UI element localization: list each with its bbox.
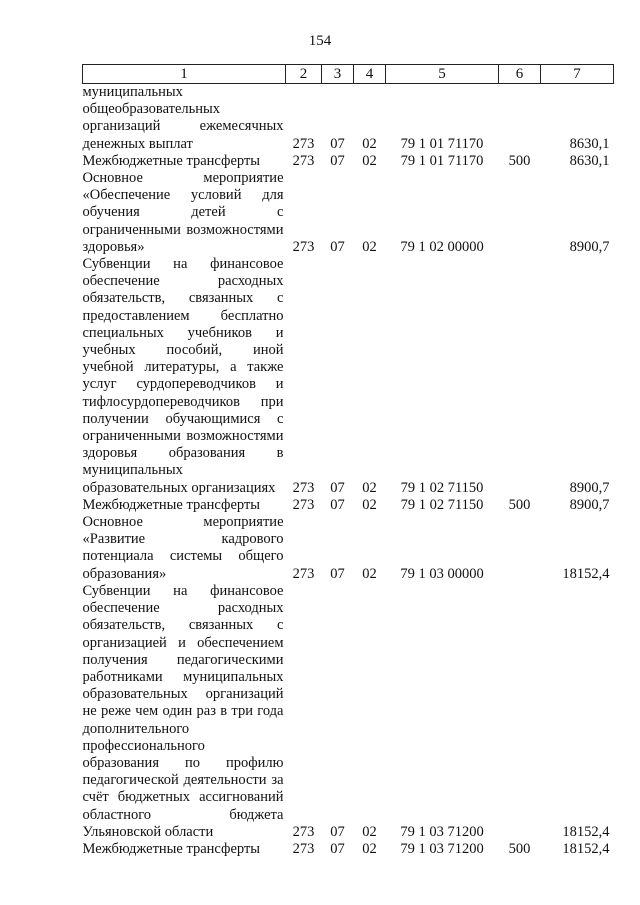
table-row — [83, 514, 614, 583]
column-header: 7 — [541, 65, 614, 84]
section-code: 07 — [330, 823, 345, 840]
amount: 18152,4 — [562, 840, 610, 857]
section-code: 07 — [330, 496, 345, 513]
admin-code: 273 — [292, 479, 315, 496]
column-header: 5 — [386, 65, 499, 84]
target-article-code: 79 1 01 71170 — [400, 152, 484, 169]
amount: 8630,1 — [569, 135, 610, 152]
table-row — [83, 497, 614, 514]
page-number: 154 — [308, 33, 332, 49]
subsection-code: 02 — [362, 496, 377, 513]
row-description: Основное мероприятие «Развитие кадрового потенциала системы общего образования» — [82, 514, 284, 582]
amount: 8900,7 — [569, 496, 610, 513]
admin-code: 273 — [292, 565, 315, 582]
subsection-code: 02 — [362, 840, 377, 857]
target-article-code: 79 1 03 00000 — [400, 565, 484, 582]
amount: 8900,7 — [569, 479, 610, 496]
admin-code: 273 — [292, 135, 315, 152]
column-header: 3 — [322, 65, 354, 84]
table-row — [83, 170, 614, 256]
expense-type-code: 500 — [508, 152, 531, 169]
section-code: 07 — [330, 152, 345, 169]
table-header-row — [83, 65, 614, 84]
subsection-code: 02 — [362, 238, 377, 255]
row-description: Межбюджетные трансферты — [82, 496, 261, 513]
target-article-code: 79 1 02 71150 — [400, 496, 484, 513]
table-row — [83, 256, 614, 497]
row-description: Субвенции на финансовое обеспечение расходных обязательств, связанных с организацией и обеспечением получения педагогическими работниками муниципальных образовательных организаций не реже чем один раз в три года дополнительного профессионального образования по профилю педагогической деятельности за счёт бюджетных ассигнований областного бюджета Ульяновской области — [82, 582, 284, 840]
expense-type-code — [499, 256, 541, 497]
row-description: Основное мероприятие «Обеспечение условий для обучения детей с ограниченными возможностями здоровья» — [82, 170, 284, 255]
amount: 8900,7 — [569, 238, 610, 255]
row-description: Межбюджетные трансферты — [82, 152, 261, 169]
target-article-code: 79 1 02 71150 — [400, 479, 484, 496]
amount: 8630,1 — [569, 152, 610, 169]
amount: 18152,4 — [562, 823, 610, 840]
admin-code: 273 — [292, 496, 315, 513]
table-row — [83, 841, 614, 858]
admin-code: 273 — [292, 840, 315, 857]
column-header: 2 — [286, 65, 322, 84]
row-description: Межбюджетные трансферты — [82, 840, 261, 857]
table-row — [83, 583, 614, 841]
subsection-code: 02 — [362, 565, 377, 582]
column-header: 6 — [499, 65, 541, 84]
section-code: 07 — [330, 840, 345, 857]
expense-type-code — [499, 583, 541, 841]
expense-type-code: 500 — [508, 840, 531, 857]
expense-type-code — [499, 514, 541, 583]
section-code: 07 — [330, 135, 345, 152]
admin-code: 273 — [292, 152, 315, 169]
subsection-code: 02 — [362, 135, 377, 152]
target-article-code: 79 1 01 71170 — [400, 135, 484, 152]
subsection-code: 02 — [362, 479, 377, 496]
section-code: 07 — [330, 479, 345, 496]
admin-code: 273 — [292, 238, 315, 255]
amount: 18152,4 — [562, 565, 610, 582]
admin-code: 273 — [292, 823, 315, 840]
subsection-code: 02 — [362, 823, 377, 840]
target-article-code: 79 1 03 71200 — [400, 823, 484, 840]
section-code: 07 — [330, 565, 345, 582]
expense-type-code: 500 — [508, 496, 531, 513]
table-row — [83, 153, 614, 170]
expense-type-code — [499, 170, 541, 256]
target-article-code: 79 1 02 00000 — [400, 238, 484, 255]
subsection-code: 02 — [362, 152, 377, 169]
row-description: Субвенции на финансовое обеспечение расходных обязательств, связанных с предоставлением бесплатно специальных учебников и учебных пособий, иной учебной литературы, а также услуг сурдопереводчиков и тифлосурдопереводчиков при получении обучающимися с ограниченными возможностями здоровья образования в муниципальных образовательных организациях — [82, 256, 284, 496]
expense-type-code — [499, 84, 541, 153]
section-code: 07 — [330, 238, 345, 255]
row-description: муниципальных общеобразовательных организаций ежемесячных денежных выплат — [82, 84, 284, 152]
budget-table — [82, 64, 614, 858]
column-header: 1 — [83, 65, 286, 84]
target-article-code: 79 1 03 71200 — [400, 840, 484, 857]
table-row — [83, 84, 614, 153]
column-header: 4 — [354, 65, 386, 84]
